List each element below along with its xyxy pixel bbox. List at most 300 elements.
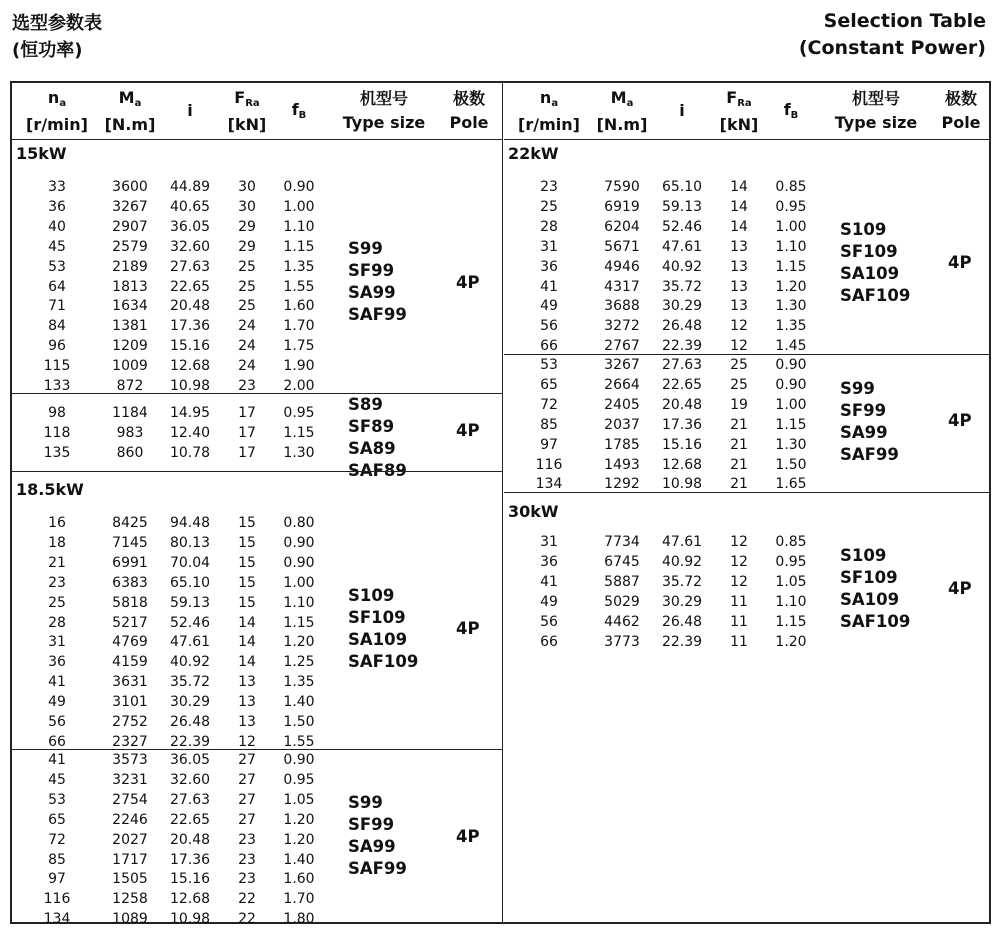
cell-ratio: 40.92	[169, 654, 211, 671]
cell-ratio: 12.68	[169, 358, 211, 375]
cell-speed: 49	[48, 694, 66, 711]
table-row	[12, 850, 332, 870]
header-ma-symbol	[611, 86, 634, 113]
cell-ratio: 26.48	[661, 613, 703, 630]
cell-torque: 1009	[112, 358, 148, 375]
cell-radial-load: 23	[238, 871, 256, 888]
header-fra-symbol-text: F	[234, 87, 246, 107]
cell-speed: 71	[48, 298, 66, 315]
cell-service-factor: 1.15	[775, 613, 807, 630]
table-row	[12, 652, 332, 672]
cell-service-factor: 1.20	[283, 811, 315, 828]
cell-radial-load: 21	[730, 436, 748, 453]
cell-torque: 2579	[112, 238, 148, 255]
header-fb	[270, 83, 328, 139]
cell-ratio: 52.46	[661, 218, 703, 235]
type-size-item: SAF109	[348, 652, 419, 671]
table-row	[504, 316, 824, 336]
type-size-item: SA99	[348, 283, 396, 302]
pole-value: 4P	[948, 579, 972, 598]
cell-ratio: 12.40	[169, 424, 211, 441]
cell-service-factor: 1.00	[283, 574, 315, 591]
cell-service-factor: 1.20	[283, 634, 315, 651]
cell-speed: 65	[48, 811, 66, 828]
cell-radial-load: 27	[238, 811, 256, 828]
cell-radial-load: 17	[238, 444, 256, 461]
cell-ratio: 47.61	[661, 238, 703, 255]
cell-service-factor: 1.40	[283, 694, 315, 711]
cell-torque: 3267	[112, 198, 148, 215]
cell-radial-load: 15	[238, 515, 256, 531]
header-type-unit: Type size	[342, 113, 426, 132]
cell-service-factor: 0.95	[775, 198, 807, 215]
cell-speed: 36	[48, 654, 66, 671]
cell-service-factor: 0.80	[283, 515, 315, 531]
header-type	[334, 83, 434, 139]
cell-torque: 3101	[112, 694, 148, 711]
cell-service-factor: 0.90	[283, 534, 315, 551]
cell-service-factor: 1.50	[775, 456, 807, 473]
cell-speed: 45	[48, 238, 66, 255]
table-row	[12, 810, 332, 830]
cell-ratio: 14.95	[169, 405, 211, 421]
cell-speed: 18	[48, 534, 66, 551]
table-row	[12, 177, 332, 197]
cell-ratio: 22.39	[661, 633, 703, 650]
cell-speed: 45	[48, 771, 66, 788]
cell-speed: 56	[540, 318, 558, 335]
section-title-30kW: 30kW	[508, 502, 559, 521]
cell-ratio: 27.63	[169, 791, 211, 808]
cell-speed: 85	[540, 416, 558, 433]
cell-service-factor: 1.00	[775, 396, 807, 413]
type-size-item: SF99	[348, 261, 395, 280]
cell-radial-load: 13	[730, 298, 748, 315]
cell-torque: 4159	[112, 654, 148, 671]
cell-radial-load: 14	[238, 634, 256, 651]
cell-speed: 36	[540, 553, 558, 570]
cell-ratio: 15.16	[169, 338, 211, 355]
cell-radial-load: 30	[238, 179, 256, 195]
header-fb-subscript: B	[790, 109, 799, 121]
cell-torque: 5671	[604, 238, 640, 255]
cell-service-factor: 1.30	[775, 436, 807, 453]
cell-radial-load: 25	[238, 298, 256, 315]
cell-torque: 1634	[112, 298, 148, 315]
header-fra-subscript: Ra	[737, 97, 752, 109]
type-size-list	[348, 585, 418, 673]
cell-ratio: 20.48	[169, 831, 211, 848]
header-na-symbol-text: n	[47, 87, 60, 107]
header-fra	[710, 83, 768, 139]
header-na-subscript: a	[59, 97, 67, 109]
header-na-unit: [r/min]	[518, 114, 580, 134]
header-i	[158, 83, 222, 139]
type-size-list	[348, 238, 407, 326]
cell-speed: 64	[48, 278, 66, 295]
cell-service-factor: 1.70	[283, 318, 315, 335]
table-row	[504, 572, 824, 592]
cell-speed: 133	[43, 378, 71, 394]
cell-speed: 134	[535, 476, 563, 493]
cell-ratio: 70.04	[169, 554, 211, 571]
cell-ratio: 47.61	[169, 634, 211, 651]
header-na-subscript: a	[551, 97, 559, 109]
table-row	[504, 277, 824, 297]
cell-radial-load: 13	[238, 694, 256, 711]
cell-radial-load: 13	[730, 258, 748, 275]
cell-radial-load: 12	[730, 553, 748, 570]
cell-service-factor: 1.75	[283, 338, 315, 355]
cell-ratio: 40.92	[661, 553, 703, 570]
cell-ratio: 32.60	[169, 238, 211, 255]
cell-ratio: 26.48	[169, 714, 211, 730]
cell-radial-load: 14	[730, 218, 748, 235]
header-i-symbol-text: i	[187, 101, 193, 120]
table-row	[12, 672, 332, 692]
table-row	[12, 316, 332, 336]
cell-torque: 4462	[604, 613, 640, 630]
type-size-item: S109	[348, 586, 395, 605]
cell-torque: 4946	[604, 258, 640, 275]
cell-radial-load: 11	[730, 613, 748, 630]
type-size-item: S89	[348, 395, 383, 414]
cell-radial-load: 22	[238, 891, 256, 908]
cell-service-factor: 1.15	[283, 614, 315, 631]
cell-torque: 1493	[604, 456, 640, 473]
section-title-15kW: 15kW	[16, 144, 67, 163]
left-panel	[12, 83, 502, 928]
cell-radial-load: 17	[238, 424, 256, 441]
cell-speed: 31	[540, 238, 558, 255]
header-i	[650, 83, 714, 139]
cell-ratio: 12.68	[169, 891, 211, 908]
cell-speed: 116	[535, 456, 563, 473]
cell-radial-load: 13	[238, 674, 256, 691]
type-size-list	[840, 219, 910, 307]
cell-torque: 1785	[604, 436, 640, 453]
table-row	[12, 336, 332, 356]
cell-ratio: 27.63	[661, 357, 703, 373]
cell-radial-load: 14	[238, 654, 256, 671]
cell-torque: 3773	[604, 633, 640, 650]
header-i-symbol	[679, 99, 684, 123]
cell-torque: 6745	[604, 553, 640, 570]
cell-torque: 7590	[604, 179, 640, 195]
cell-radial-load: 12	[730, 318, 748, 335]
header-pole-symbol: 极数	[944, 89, 977, 108]
table-row	[12, 573, 332, 593]
table-row	[12, 770, 332, 790]
header-fb-symbol	[292, 98, 307, 125]
cell-service-factor: 1.20	[775, 278, 807, 295]
table-row	[12, 257, 332, 277]
title-block-cn	[12, 10, 102, 64]
header-ma-symbol	[119, 86, 142, 113]
cell-service-factor: 1.45	[775, 338, 807, 355]
cell-service-factor: 0.90	[283, 554, 315, 571]
cell-speed: 53	[48, 258, 66, 275]
cell-torque: 2752	[112, 714, 148, 730]
header-i-symbol	[187, 99, 192, 123]
cell-service-factor: 1.10	[283, 218, 315, 235]
cell-ratio: 17.36	[661, 416, 703, 433]
cell-speed: 28	[48, 614, 66, 631]
cell-torque: 1209	[112, 338, 148, 355]
title-block-en	[799, 8, 986, 62]
type-size-item: S109	[840, 546, 887, 565]
cell-ratio: 22.39	[169, 733, 211, 750]
cell-speed: 31	[540, 534, 558, 550]
cell-radial-load: 11	[730, 593, 748, 610]
cell-ratio: 10.78	[169, 444, 211, 461]
type-size-item: SA89	[348, 439, 396, 458]
cell-radial-load: 24	[238, 338, 256, 355]
header-na	[504, 83, 594, 139]
table-row	[12, 593, 332, 613]
subtitle-en: (Constant Power)	[798, 37, 986, 59]
cell-speed: 16	[48, 515, 66, 531]
cell-ratio: 20.48	[661, 396, 703, 413]
header-fb-symbol-text: f	[783, 99, 791, 119]
type-size-item: SAF99	[348, 305, 407, 324]
cell-speed: 21	[48, 554, 66, 571]
cell-radial-load: 17	[238, 405, 256, 421]
cell-speed: 97	[540, 436, 558, 453]
cell-radial-load: 15	[238, 534, 256, 551]
cell-ratio: 36.05	[169, 218, 211, 235]
header-na-symbol	[540, 86, 558, 113]
cell-ratio: 36.05	[169, 752, 211, 768]
cell-radial-load: 14	[730, 179, 748, 195]
cell-radial-load: 14	[730, 198, 748, 215]
table-row	[12, 237, 332, 257]
cell-radial-load: 29	[238, 238, 256, 255]
cell-speed: 41	[540, 573, 558, 590]
type-size-item: SAF109	[840, 612, 911, 631]
cell-radial-load: 13	[730, 278, 748, 295]
cell-service-factor: 1.60	[283, 298, 315, 315]
header-ma-unit: [N.m]	[596, 114, 648, 134]
cell-ratio: 10.98	[169, 378, 211, 394]
cell-service-factor: 1.55	[283, 733, 315, 750]
cell-ratio: 12.68	[661, 456, 703, 473]
cell-torque: 2246	[112, 811, 148, 828]
header-ma-unit: [N.m]	[104, 114, 156, 134]
cell-service-factor: 1.55	[283, 278, 315, 295]
cell-service-factor: 0.90	[775, 376, 807, 393]
cell-ratio: 22.65	[661, 376, 703, 393]
cell-speed: 134	[43, 911, 71, 928]
cell-service-factor: 1.30	[775, 298, 807, 315]
pole-value: 4P	[456, 619, 480, 638]
table-row	[504, 612, 824, 632]
table-row	[504, 375, 824, 395]
type-size-item: SAF99	[348, 859, 407, 878]
header-ma	[590, 83, 654, 139]
type-size-list	[348, 792, 407, 880]
cell-speed: 49	[540, 593, 558, 610]
type-size-item: SF99	[348, 815, 395, 834]
cell-torque: 1813	[112, 278, 148, 295]
cell-ratio: 30.29	[169, 694, 211, 711]
type-size-item: SAF89	[348, 461, 407, 480]
cell-torque: 4769	[112, 634, 148, 651]
header-fra-symbol	[234, 86, 259, 113]
cell-radial-load: 12	[730, 534, 748, 550]
cell-radial-load: 29	[238, 218, 256, 235]
cell-speed: 66	[48, 733, 66, 750]
cell-torque: 3272	[604, 318, 640, 335]
cell-speed: 115	[43, 358, 71, 375]
cell-service-factor: 1.20	[283, 831, 315, 848]
table-row	[12, 790, 332, 810]
cell-ratio: 17.36	[169, 318, 211, 335]
cell-service-factor: 0.85	[775, 534, 807, 550]
cell-speed: 135	[43, 444, 71, 461]
cell-ratio: 10.98	[661, 476, 703, 493]
cell-speed: 23	[48, 574, 66, 591]
cell-torque: 1717	[112, 851, 148, 868]
cell-speed: 49	[540, 298, 558, 315]
cell-torque: 6204	[604, 218, 640, 235]
table-row	[12, 712, 332, 732]
cell-speed: 53	[48, 791, 66, 808]
table-row	[504, 257, 824, 277]
cell-speed: 41	[48, 674, 66, 691]
cell-speed: 33	[48, 179, 66, 195]
header-fra-unit: [kN]	[719, 114, 759, 134]
pole-value: 4P	[456, 827, 480, 846]
type-size-item: SA109	[840, 590, 900, 609]
pole-value: 4P	[948, 411, 972, 430]
table-row	[504, 632, 824, 652]
pole-value: 4P	[948, 253, 972, 272]
title-cn: 选型参数表	[12, 13, 102, 34]
type-size-item: S99	[348, 239, 383, 258]
header-ma	[98, 83, 162, 139]
section-title-18-5kW: 18.5kW	[16, 480, 84, 499]
header-fb-subscript: B	[298, 109, 307, 121]
type-size-item: SA99	[840, 423, 888, 442]
type-size-item: SF109	[840, 242, 898, 261]
type-size-list	[840, 545, 910, 633]
type-size-item: SAF109	[840, 286, 911, 305]
cell-ratio: 26.48	[661, 318, 703, 335]
type-size-item: SA99	[348, 837, 396, 856]
header-type-unit: Type size	[834, 113, 918, 132]
header-pole	[442, 83, 496, 139]
cell-ratio: 17.36	[169, 851, 211, 868]
cell-ratio: 15.16	[169, 871, 211, 888]
cell-ratio: 35.72	[169, 674, 211, 691]
section-separator	[12, 471, 502, 472]
cell-speed: 85	[48, 851, 66, 868]
header-na-unit: [r/min]	[26, 114, 88, 134]
cell-radial-load: 25	[238, 278, 256, 295]
header-ma-symbol-text: M	[610, 87, 627, 107]
cell-service-factor: 1.25	[283, 654, 315, 671]
type-size-item: SF89	[348, 417, 395, 436]
table-row	[504, 355, 824, 375]
subtitle-cn: (恒功率)	[12, 40, 83, 61]
cell-speed: 36	[540, 258, 558, 275]
cell-service-factor: 1.00	[775, 218, 807, 235]
table-row	[12, 889, 332, 909]
type-size-item: S99	[840, 379, 875, 398]
cell-torque: 3600	[112, 179, 148, 195]
cell-ratio: 22.65	[169, 811, 211, 828]
cell-speed: 31	[48, 634, 66, 651]
cell-ratio: 30.29	[661, 593, 703, 610]
table-row	[504, 552, 824, 572]
cell-torque: 2767	[604, 338, 640, 355]
cell-ratio: 22.39	[661, 338, 703, 355]
cell-service-factor: 1.50	[283, 714, 315, 730]
cell-ratio: 94.48	[169, 515, 211, 531]
cell-torque: 2664	[604, 376, 640, 393]
cell-service-factor: 1.00	[283, 198, 315, 215]
cell-radial-load: 24	[238, 318, 256, 335]
cell-ratio: 59.13	[169, 594, 211, 611]
table-row	[504, 177, 824, 197]
table-row	[12, 403, 332, 423]
header-fra-symbol	[726, 86, 751, 113]
cell-service-factor: 2.00	[283, 378, 315, 394]
cell-ratio: 65.10	[661, 179, 703, 195]
cell-torque: 2907	[112, 218, 148, 235]
header-pole-unit: Pole	[449, 113, 489, 132]
cell-service-factor: 1.40	[283, 851, 315, 868]
table-row	[504, 592, 824, 612]
cell-torque: 3267	[604, 357, 640, 373]
cell-ratio: 32.60	[169, 771, 211, 788]
cell-service-factor: 1.15	[283, 424, 315, 441]
table-row	[12, 750, 332, 770]
cell-torque: 872	[116, 378, 144, 394]
cell-radial-load: 22	[238, 911, 256, 928]
cell-ratio: 40.92	[661, 258, 703, 275]
table-row	[504, 415, 824, 435]
cell-speed: 25	[540, 198, 558, 215]
cell-radial-load: 15	[238, 594, 256, 611]
header-na-symbol-text: n	[539, 87, 552, 107]
cell-torque: 1381	[112, 318, 148, 335]
cell-radial-load: 25	[730, 376, 748, 393]
cell-radial-load: 21	[730, 416, 748, 433]
cell-speed: 98	[48, 405, 66, 421]
cell-torque: 5029	[604, 593, 640, 610]
cell-speed: 84	[48, 318, 66, 335]
cell-torque: 5818	[112, 594, 148, 611]
header-na-symbol	[48, 86, 66, 113]
header-ma-symbol-text: M	[118, 87, 135, 107]
cell-service-factor: 1.10	[775, 238, 807, 255]
table-row	[504, 197, 824, 217]
cell-torque: 7145	[112, 534, 148, 551]
cell-speed: 96	[48, 338, 66, 355]
table-row	[504, 455, 824, 475]
cell-service-factor: 1.35	[283, 674, 315, 691]
cell-service-factor: 1.65	[775, 476, 807, 493]
cell-radial-load: 12	[730, 338, 748, 355]
cell-radial-load: 23	[238, 831, 256, 848]
cell-speed: 66	[540, 633, 558, 650]
cell-service-factor: 1.90	[283, 358, 315, 375]
cell-radial-load: 27	[238, 771, 256, 788]
cell-service-factor: 1.10	[775, 593, 807, 610]
pole-value: 4P	[456, 273, 480, 292]
